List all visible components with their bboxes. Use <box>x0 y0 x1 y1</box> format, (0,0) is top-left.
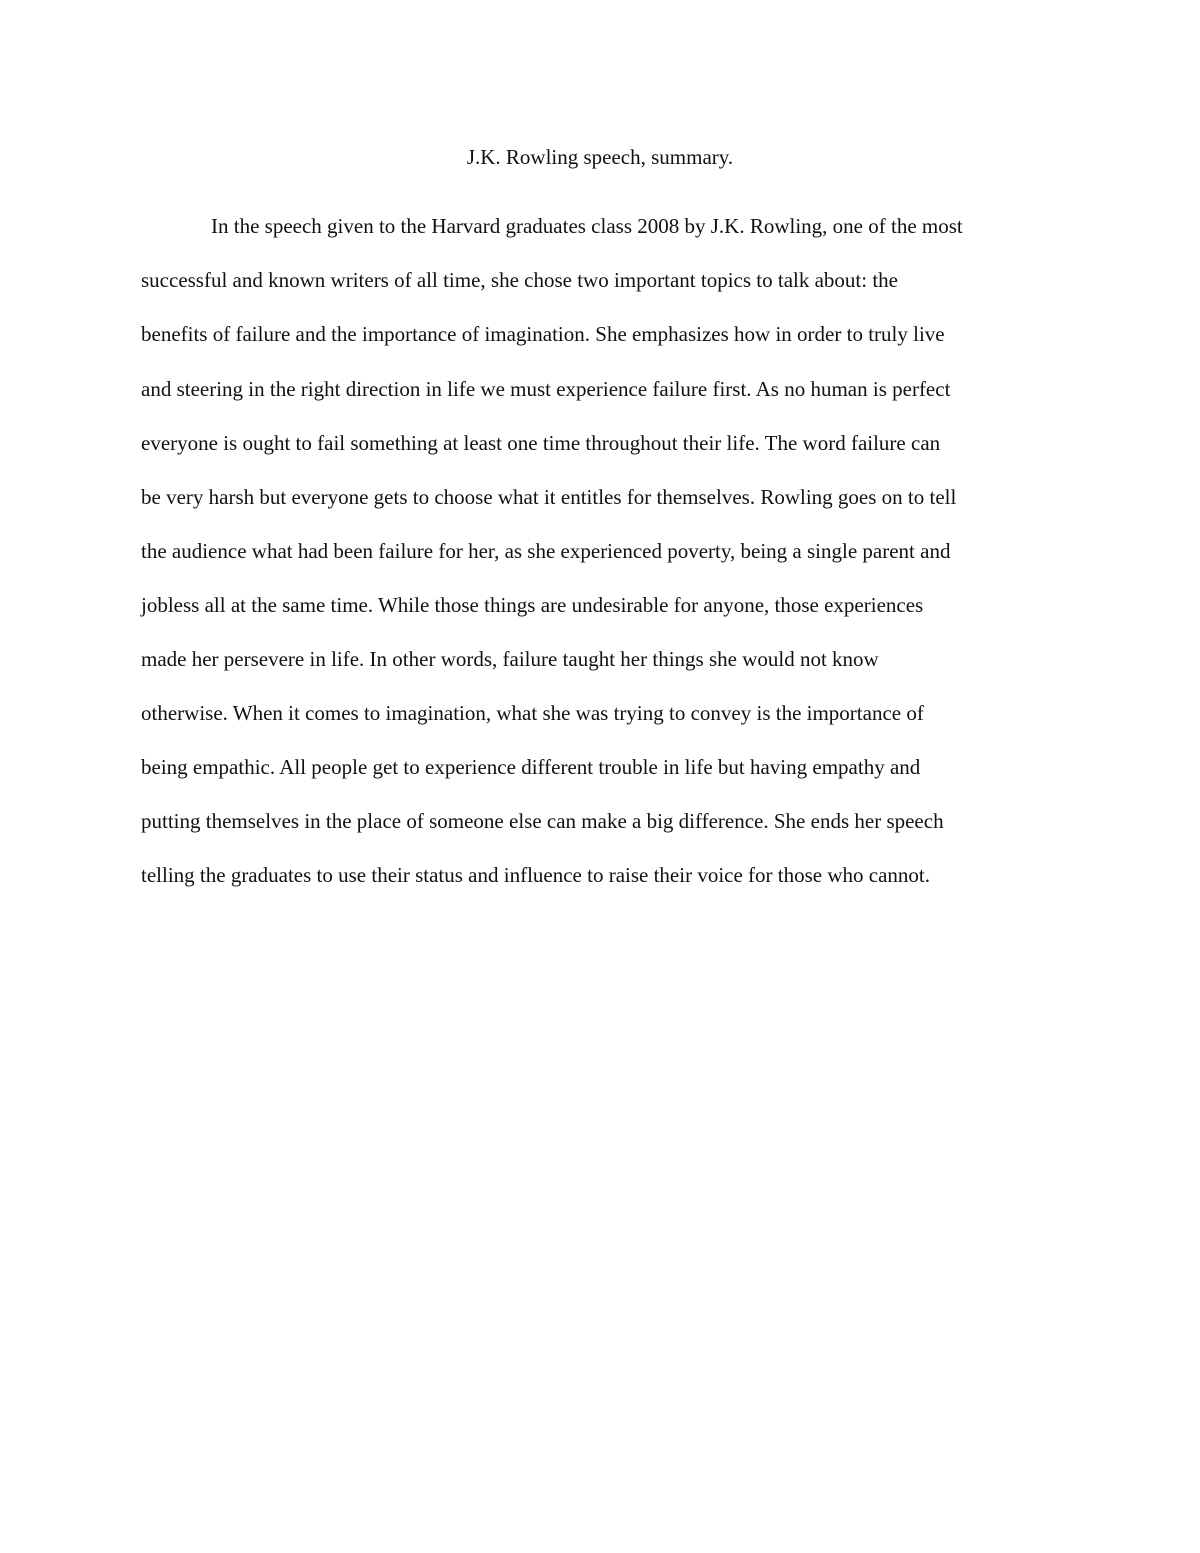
paragraph-line: being empathic. All people get to experience different trouble in life but having empathy and <box>141 755 921 779</box>
paragraph-line: and steering in the right direction in life we must experience failure first. As no human is perfect <box>141 377 951 401</box>
paragraph-line: everyone is ought to fail something at least one time throughout their life. The word failure can <box>141 431 941 455</box>
paragraph-line: putting themselves in the place of someone else can make a big difference. She ends her speech <box>141 809 944 833</box>
paragraph-line: made her persevere in life. In other words, failure taught her things she would not know <box>141 647 879 671</box>
paragraph-line: successful and known writers of all time, she chose two important topics to talk about: the <box>141 268 899 292</box>
paragraph-line: telling the graduates to use their status and influence to raise their voice for those who cannot. <box>141 863 931 887</box>
document-title: J.K. Rowling speech, summary. <box>466 145 734 169</box>
paragraph-line: the audience what had been failure for her, as she experienced poverty, being a single parent and <box>141 539 951 563</box>
paragraph-line: benefits of failure and the importance of imagination. She emphasizes how in order to truly live <box>141 322 945 346</box>
paragraph-line: In the speech given to the Harvard graduates class 2008 by J.K. Rowling, one of the most <box>211 214 963 238</box>
paragraph-line: otherwise. When it comes to imagination, what she was trying to convey is the importance of <box>141 701 924 725</box>
paragraph-line: be very harsh but everyone gets to choose what it entitles for themselves. Rowling goes on to tell <box>141 485 957 509</box>
paragraph-line: jobless all at the same time. While those things are undesirable for anyone, those experiences <box>141 593 924 617</box>
